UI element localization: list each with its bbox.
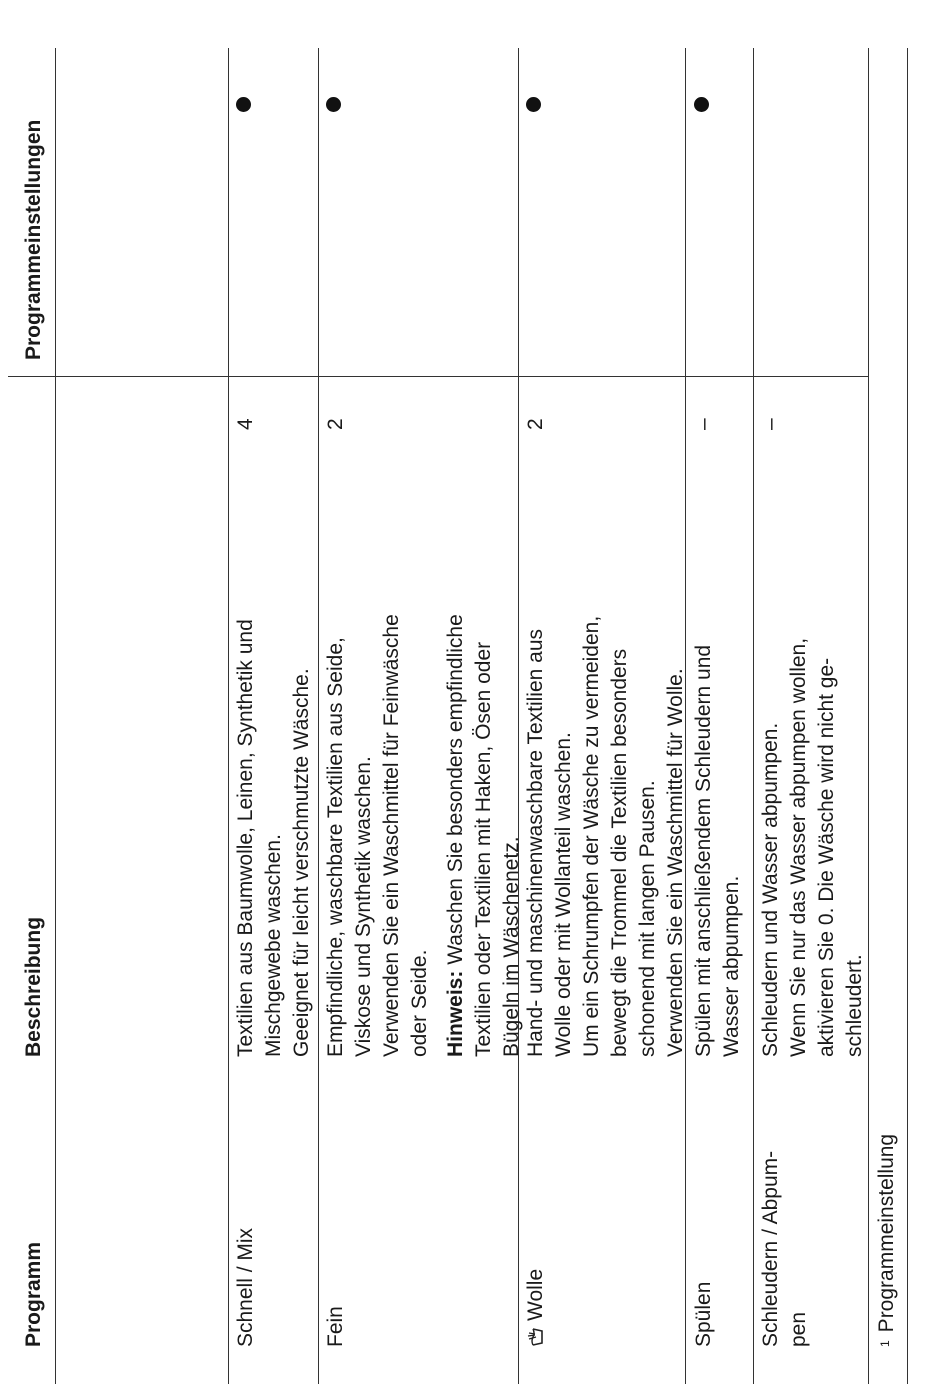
description-line: Spülen mit anschließendem Schleudern und: [692, 644, 715, 1057]
row-value: 4: [234, 418, 257, 430]
row-value: –: [692, 418, 715, 430]
description-line: Mischgewebe waschen.: [262, 834, 285, 1057]
description-line: oder Seide.: [408, 949, 431, 1057]
program-line: Schleudern / Abpum-: [759, 1150, 782, 1347]
description-line: Geeignet für leicht verschmutzte Wäsche.: [290, 668, 313, 1057]
note-label: Hinweis:: [444, 970, 467, 1057]
setting-dot: [694, 97, 709, 112]
row-separator: [228, 48, 229, 1384]
header-description: Beschreibung: [22, 916, 45, 1057]
description-line: Schleudern und Wasser abpumpen.: [759, 722, 782, 1057]
row-separator: [318, 48, 319, 1384]
description-line: Wenn Sie nur das Wasser abpumpen wollen,: [787, 637, 810, 1057]
row-value: –: [759, 418, 782, 430]
program-name: Wolle: [524, 1268, 547, 1321]
description-line: Wasser abpumpen.: [720, 875, 743, 1057]
note-line: [442, 614, 470, 1057]
settings-subcolumn-divider: [8, 376, 55, 377]
row-description: [690, 645, 746, 1057]
description-line: Verwenden Sie ein Waschmittel für Wolle.: [664, 668, 687, 1057]
row-value: 2: [324, 418, 347, 430]
setting-dot: [326, 97, 341, 112]
row-description: [757, 638, 869, 1057]
description-line: Textilien aus Baumwolle, Leinen, Synthetik und: [234, 619, 257, 1057]
footnote: [873, 1134, 901, 1347]
description-line: schonend mit langen Pausen.: [636, 780, 659, 1057]
row-program: [522, 1269, 550, 1347]
row-separator: [55, 48, 56, 1384]
row-program: Spülen: [692, 1281, 715, 1347]
description-line: bewegt die Trommel die Textilien besonders: [608, 648, 631, 1057]
description-line: Empfindliche, waschbare Textilien aus Seide,: [324, 637, 347, 1057]
setting-dot: [236, 97, 251, 112]
row-program: [757, 1151, 813, 1347]
row-program: Schnell / Mix: [234, 1227, 257, 1347]
row-value: 2: [524, 418, 547, 430]
setting-dot: [526, 97, 541, 112]
note-line: Textilien oder Textilien mit Haken, Ösen oder: [472, 641, 495, 1057]
settings-column-divider: [55, 376, 868, 377]
header-program: Programm: [22, 1241, 45, 1347]
row-description: [322, 614, 526, 1057]
header-settings: Programmeinstellungen: [22, 119, 45, 360]
description-line: aktivieren Sie 0. Die Wäsche wird nicht ge-: [815, 657, 838, 1057]
description-line: Verwenden Sie ein Waschmittel für Feinwäsche: [380, 614, 403, 1057]
footnote-text: Programmeinstellung: [875, 1133, 898, 1333]
row-description: [522, 616, 690, 1057]
description-line: Hand- und maschinenwaschbare Textilien aus: [524, 628, 547, 1057]
row-program: Fein: [324, 1306, 347, 1347]
description-line: schleudert.: [843, 954, 866, 1057]
hand-wash-icon: [522, 1327, 550, 1347]
row-separator: [753, 48, 754, 1384]
description-line: Um ein Schrumpfen der Wäsche zu vermeiden,: [580, 615, 603, 1057]
page-bottom-rule: [907, 48, 908, 1384]
description-line: Wolle oder mit Wollanteil waschen.: [552, 732, 575, 1057]
note-text: Waschen Sie besonders empfindliche: [444, 614, 467, 971]
description-line: Viskose und Synthetik waschen.: [352, 756, 375, 1057]
footnote-marker: 1: [878, 1340, 892, 1347]
row-description: [232, 619, 316, 1057]
program-line: pen: [787, 1311, 810, 1347]
note-line: Bügeln im Wäschenetz.: [500, 836, 523, 1057]
